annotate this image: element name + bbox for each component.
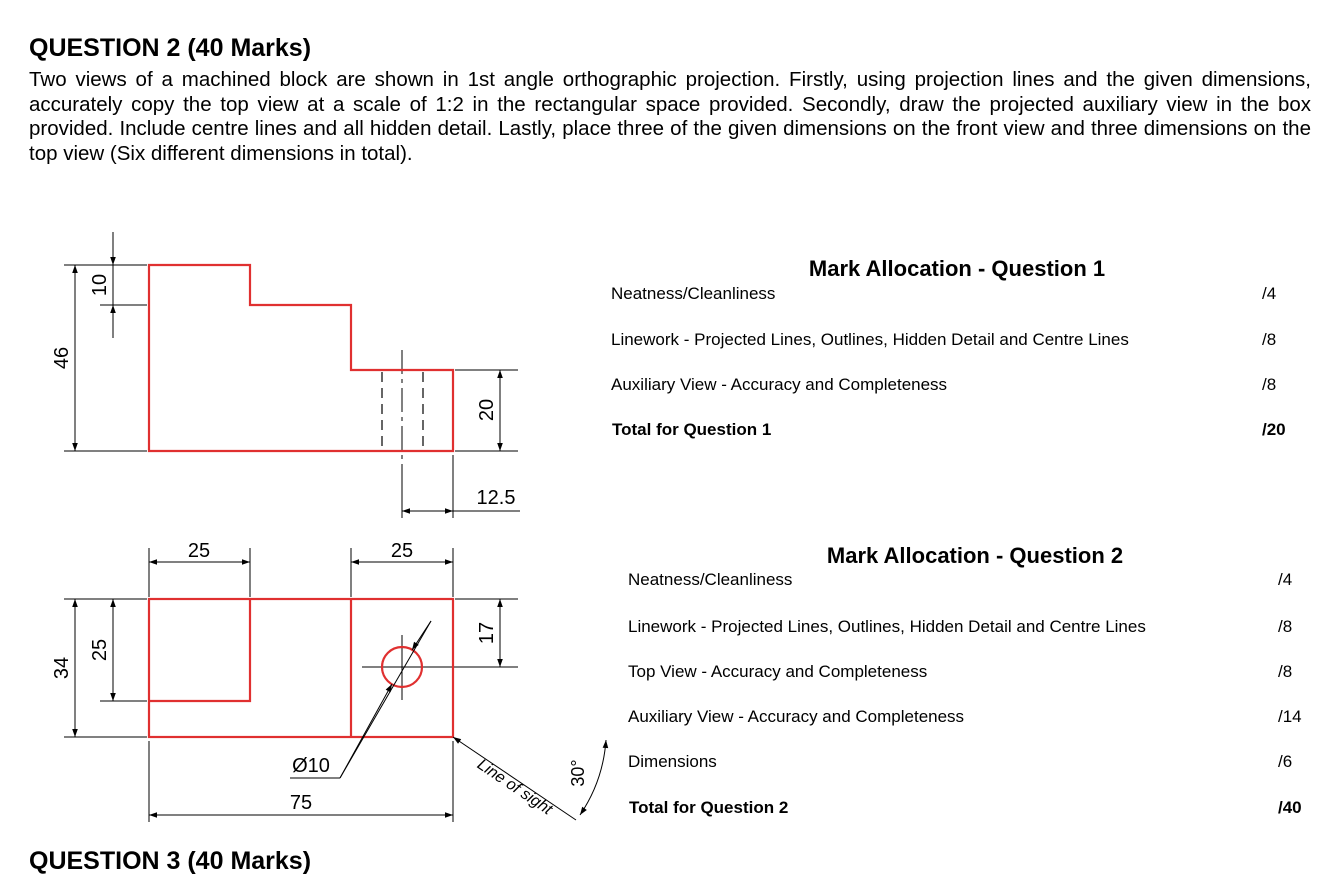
mark-row-marks: /8 [1278,617,1293,636]
mark-row-marks: /4 [1278,570,1293,589]
mark-row-marks: /6 [1278,752,1293,771]
top-view-dimension-lines [75,562,606,820]
mark-row-label: Auxiliary View - Accuracy and Completeness [628,707,965,726]
mark-allocation-q2-heading: Mark Allocation - Question 2 [826,543,1124,568]
question-2-title: QUESTION 2 (40 Marks) [29,34,312,62]
mark-row-marks: /8 [1262,330,1277,349]
front-dim-12-5: 12.5 [476,487,516,509]
mark-allocation-q1-heading: Mark Allocation - Question 1 [808,256,1106,281]
orthographic-drawing [0,0,620,859]
top-dim-34: 34 [51,656,73,680]
mark-row-label: Linework - Projected Lines, Outlines, Hidden Detail and Centre Lines [628,617,1146,636]
mark-total-label: Total for Question 1 [612,420,772,439]
mark-row-marks: /8 [1262,375,1277,394]
mark-row-label: Auxiliary View - Accuracy and Completeness [611,375,948,394]
mark-row-label: Dimensions [628,752,717,771]
line-of-sight-label: Line of sight [473,756,556,819]
angle-30-label: 30° [568,759,588,787]
mark-total-label: Total for Question 2 [629,798,789,817]
top-dim-25-vertical: 25 [89,638,111,662]
front-dim-46: 46 [51,346,73,370]
top-view-outline [149,599,453,737]
mark-row-label: Top View - Accuracy and Completeness [628,662,928,681]
top-dim-25-left: 25 [187,540,211,562]
mark-row-marks: /4 [1262,284,1277,303]
mark-total-marks: /20 [1262,420,1286,439]
front-view-extension-lines [64,265,518,518]
mark-row-marks: /8 [1278,662,1293,681]
question-2-instructions: Two views of a machined block are shown in 1st angle orthographic projection. Firstly, using projection lines and the given dimensions, accurately copy the top view at a scale of 1:2 in the rectangular space provided. Secondly, draw the projected auxiliary view in the box provided. Include centre lines and all hidden detail. Lastly, place three of the given dimensions on the front view and three dimensions on the top view (Six different dimensions in total). [29,68,1311,165]
front-dim-20: 20 [476,398,498,422]
mark-row-label: Neatness/Cleanliness [628,570,793,589]
top-dim-75: 75 [289,792,313,814]
top-dim-17: 17 [476,621,498,645]
mark-row-label: Linework - Projected Lines, Outlines, Hidden Detail and Centre Lines [611,330,1129,349]
question-3-title: QUESTION 3 (40 Marks) [29,847,312,875]
top-dim-25-right: 25 [390,540,414,562]
top-view-extension-lines [64,548,518,822]
front-view-outline [149,265,453,451]
top-view [51,540,606,822]
top-dim-diameter: Ø10 [292,755,330,777]
mark-row-marks: /14 [1278,707,1302,726]
front-dim-10: 10 [89,273,111,297]
front-view [51,232,520,518]
mark-total-marks: /40 [1278,798,1302,817]
top-view-hole-centre-lines [362,635,442,700]
mark-row-label: Neatness/Cleanliness [611,284,776,303]
